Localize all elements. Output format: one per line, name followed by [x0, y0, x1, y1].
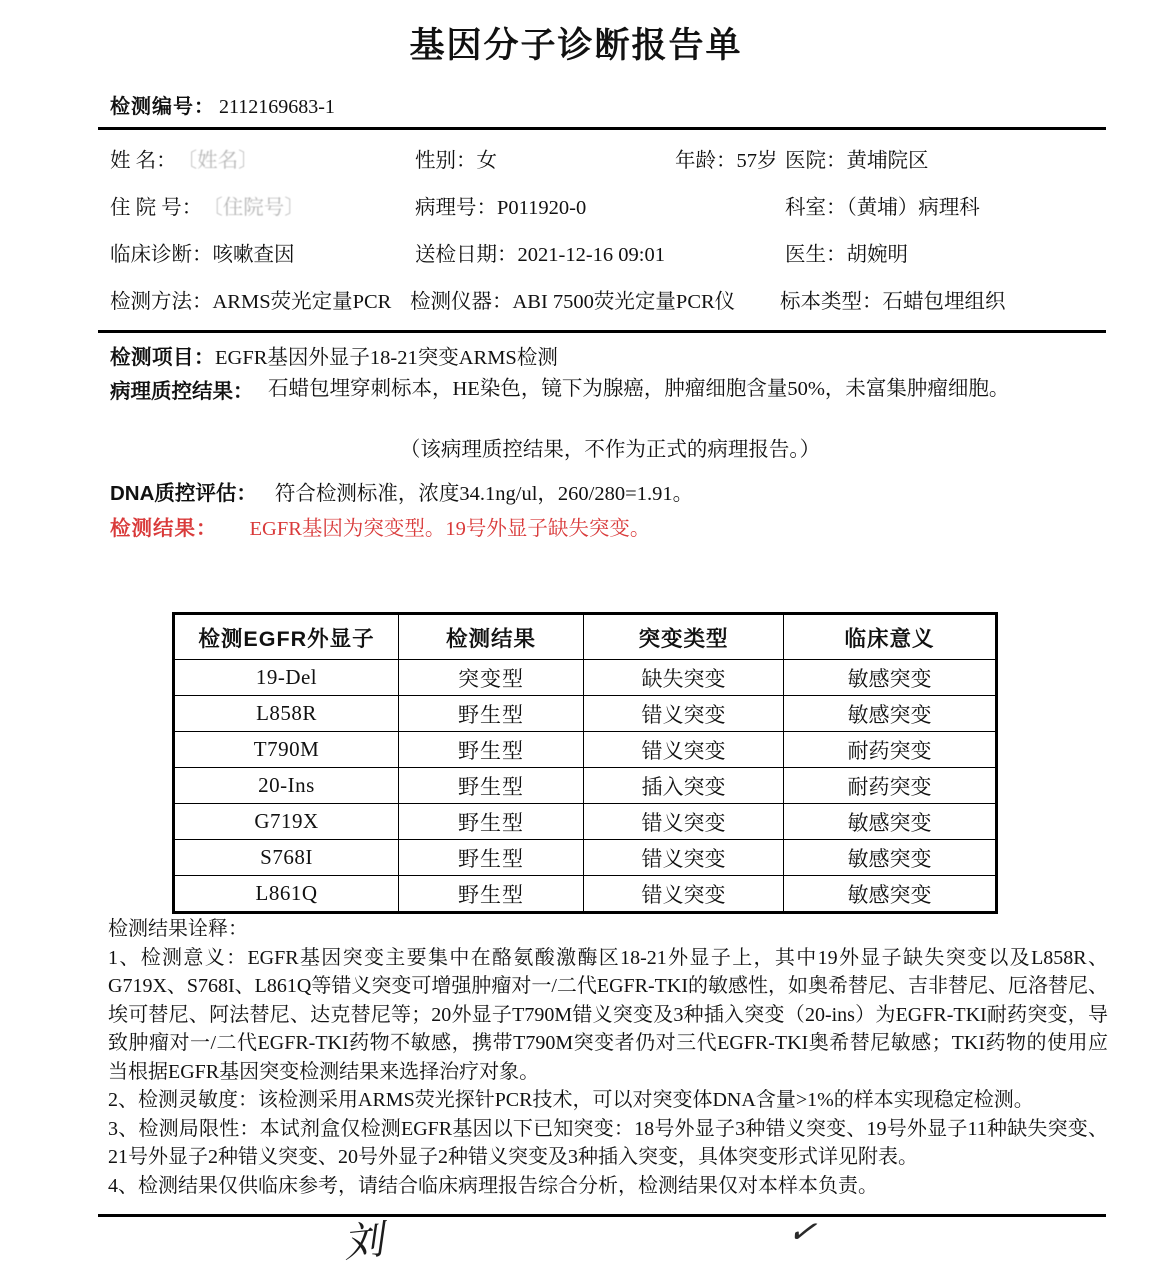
patient-gender-field	[415, 143, 497, 173]
table-row	[174, 732, 997, 768]
department-field	[785, 190, 980, 220]
test-item-value: EGFR基因外显子18-21突变ARMS检测	[215, 347, 558, 369]
test-item-row	[110, 340, 558, 370]
test-result-value: EGFR基因为突变型。19号外显子缺失突变。	[249, 518, 651, 540]
column-header-mutation-type: 突变类型	[584, 614, 784, 660]
patient-name-label: 姓 名：	[110, 150, 177, 172]
cell-exon: 19-Del	[174, 660, 399, 696]
patient-age-value: 57岁	[736, 150, 778, 172]
cell-result: 野生型	[399, 876, 584, 913]
note-item-3: 3、检测局限性：本试剂盒仅检测EGFR基因以下已知突变：18号外显子3种错义突变、19号外显子11种缺失突变、21号外显子2种错义突变、20号外显子2种错义突变及3种插入突变，具体突变形式详见附表。	[108, 1117, 1108, 1168]
sample-date-label: 送检日期：	[415, 244, 518, 266]
specimen-type-field	[780, 284, 1006, 314]
cell-exon: L861Q	[174, 876, 399, 913]
pathology-qc-value: 石蜡包埋穿刺标本，HE染色，镜下为腺癌，肿瘤细胞含量50%，未富集肿瘤细胞。	[268, 378, 1010, 400]
cell-clinical-significance: 耐药突变	[784, 732, 997, 768]
pathology-number-field	[415, 190, 586, 220]
specimen-type-label: 标本类型：	[780, 291, 883, 313]
patient-info	[110, 143, 1110, 331]
cell-exon: S768I	[174, 840, 399, 876]
cell-clinical-significance: 敏感突变	[784, 804, 997, 840]
cell-result: 野生型	[399, 840, 584, 876]
signature-area	[98, 1212, 1106, 1266]
clinical-diagnosis-label: 临床诊断：	[110, 244, 213, 266]
doctor-label: 医生：	[785, 244, 847, 266]
column-header-clinical-significance: 临床意义	[784, 614, 997, 660]
pathology-number-value: P011920-0	[497, 197, 587, 219]
clinical-diagnosis-value: 咳嗽查因	[212, 244, 295, 266]
patient-info-row-1	[110, 143, 1110, 190]
department-label: 科室：	[785, 197, 847, 219]
patient-age-field	[675, 143, 778, 173]
table-row	[174, 840, 997, 876]
patient-info-row-4	[110, 284, 1110, 331]
cell-result: 野生型	[399, 768, 584, 804]
cell-mutation-type: 错义突变	[584, 732, 784, 768]
hospital-label: 医院：	[785, 150, 847, 172]
cell-exon: 20-Ins	[174, 768, 399, 804]
hospital-value: 黄埔院区	[846, 150, 929, 172]
instrument-field	[410, 284, 735, 314]
instrument-label: 检测仪器：	[410, 291, 513, 313]
report-number	[110, 90, 335, 119]
cell-mutation-type: 缺失突变	[584, 660, 784, 696]
note-item-2: 2、检测灵敏度：该检测采用ARMS荧光探针PCR技术，可以对突变体DNA含量>1%的样本实现稳定检测。	[108, 1089, 1034, 1111]
note-item-4: 4、检测结果仅供临床参考，请结合临床病理报告综合分析，检测结果仅对本样本负责。	[108, 1174, 878, 1197]
specimen-type-value: 石蜡包埋组织	[882, 291, 1006, 313]
cell-clinical-significance: 敏感突变	[784, 840, 997, 876]
egfr-results-table	[172, 612, 998, 914]
patient-gender-value: 女	[476, 150, 497, 172]
test-method-field	[110, 284, 391, 314]
hospital-field	[785, 143, 929, 173]
report-number-value: 2112169683-1	[219, 96, 335, 118]
patient-name-field	[110, 143, 259, 173]
divider-bottom	[98, 1214, 1106, 1217]
pathology-qc-label: 病理质控结果：	[110, 380, 254, 403]
doctor-field	[785, 237, 908, 267]
instrument-value: ABI 7500荧光定量PCR仪	[512, 291, 736, 313]
table-row	[174, 876, 997, 913]
interpretation-notes	[108, 915, 1108, 1200]
cell-exon: T790M	[174, 732, 399, 768]
inpatient-number-field	[110, 190, 305, 220]
cell-clinical-significance: 敏感突变	[784, 876, 997, 913]
divider-middle	[98, 330, 1106, 333]
cell-clinical-significance: 敏感突变	[784, 660, 997, 696]
cell-mutation-type: 错义突变	[584, 804, 784, 840]
column-header-result: 检测结果	[399, 614, 584, 660]
patient-gender-label: 性别：	[415, 150, 477, 172]
cell-mutation-type: 错义突变	[584, 696, 784, 732]
table-row	[174, 804, 997, 840]
sample-date-field	[415, 237, 665, 267]
table-row	[174, 768, 997, 804]
handwritten-signature-primary: 刘	[341, 1217, 386, 1266]
doctor-value: 胡婉明	[846, 244, 908, 266]
cell-result: 野生型	[399, 732, 584, 768]
cell-clinical-significance: 耐药突变	[784, 768, 997, 804]
page-title: 基因分子诊断报告单	[409, 26, 743, 65]
column-header-exon: 检测EGFR外显子	[174, 614, 399, 660]
pathology-qc-note: （该病理质控结果，不作为正式的病理报告。）	[399, 439, 821, 461]
dna-qc-value: 符合检测标准，浓度34.1ng/ul，260/280=1.91。	[274, 483, 694, 505]
cell-mutation-type: 错义突变	[584, 876, 784, 913]
clinical-diagnosis-field	[110, 237, 295, 267]
sample-date-value: 2021-12-16 09:01	[517, 244, 665, 266]
inpatient-number-value: 〔住院号〕	[202, 197, 305, 219]
cell-mutation-type: 错义突变	[584, 840, 784, 876]
pathology-qc-row	[110, 374, 1100, 404]
divider-top	[98, 127, 1106, 130]
table-body	[174, 660, 997, 913]
cell-result: 突变型	[399, 660, 584, 696]
cell-result: 野生型	[399, 696, 584, 732]
test-item-label: 检测项目：	[110, 346, 215, 369]
test-result-row	[110, 511, 650, 541]
test-result-label: 检测结果：	[110, 517, 218, 540]
inpatient-number-label: 住 院 号：	[110, 197, 203, 219]
dna-qc-label: DNA质控评估：	[110, 482, 257, 505]
patient-age-label: 年龄：	[675, 150, 737, 172]
report-number-label: 检测编号：	[110, 96, 215, 118]
patient-info-row-2	[110, 190, 1110, 237]
cell-mutation-type: 插入突变	[584, 768, 784, 804]
table-header-row	[174, 614, 997, 660]
cell-result: 野生型	[399, 804, 584, 840]
pathology-number-label: 病理号：	[415, 197, 497, 219]
notes-heading: 检测结果诠释：	[108, 918, 248, 940]
dna-qc-row	[110, 476, 693, 506]
table-row	[174, 660, 997, 696]
test-method-value: ARMS荧光定量PCR	[212, 291, 392, 313]
cell-clinical-significance: 敏感突变	[784, 696, 997, 732]
note-item-1: 1、检测意义：EGFR基因突变主要集中在酪氨酸激酶区18-21外显子上，其中19外显子缺失突变以及L858R、G719X、S768I、L861Q等错义突变可增强肿瘤对一/二代EGFR-TKI的敏感性，如奥希替尼、吉非替尼、厄洛替尼、埃可替尼、阿法替尼、达克替尼等；20外显子T790M错义突变及3种插入突变（20-ins）为EGFR-TKI耐药突变，导致肿瘤对一/二代EGFR-TKI药物不敏感，携带T790M突变者仍对三代EGFR-TKI奥希替尼敏感；TKI药物的使用应当根据EGFR基因突变检测结果来选择治疗对象。	[108, 946, 1108, 1083]
table-row	[174, 696, 997, 732]
patient-name-value: 〔姓名〕	[176, 150, 259, 172]
department-value: （黄埔）病理科	[846, 197, 980, 219]
cell-exon: G719X	[174, 804, 399, 840]
patient-info-row-3	[110, 237, 1110, 284]
test-method-label: 检测方法：	[110, 291, 213, 313]
cell-exon: L858R	[174, 696, 399, 732]
handwritten-signature-secondary: ✓	[785, 1212, 819, 1253]
